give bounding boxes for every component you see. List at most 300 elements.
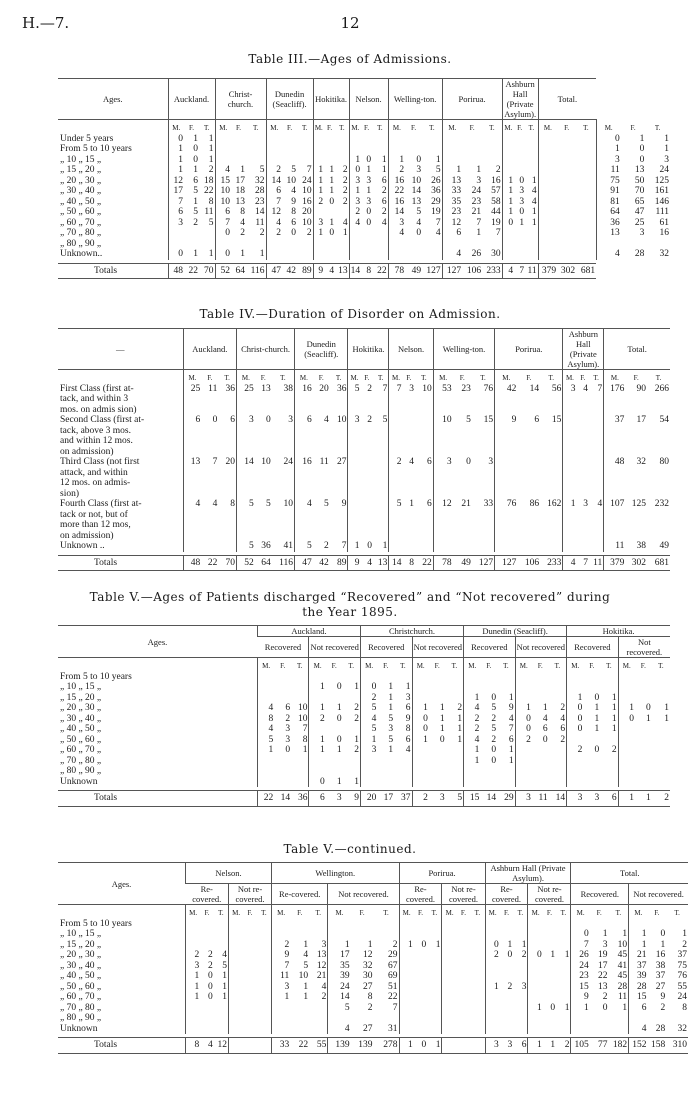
data-cell (246, 144, 266, 155)
data-cell (183, 510, 201, 521)
data-cell (201, 468, 218, 479)
data-cell (538, 134, 557, 145)
data-cell (257, 950, 272, 961)
data-cell (360, 520, 373, 531)
data-cell (349, 249, 361, 260)
column-group-header: Total. (571, 863, 688, 884)
data-cell: 0 (466, 457, 471, 467)
data-cell: 3 (433, 457, 452, 468)
data-cell (540, 447, 563, 458)
total-cell: 3 (485, 1038, 500, 1054)
data-cell (394, 766, 412, 777)
data-cell (647, 919, 666, 930)
table-row (58, 176, 670, 187)
unit-cell: M. (412, 658, 429, 672)
unit-cell: T. (548, 374, 554, 382)
data-cell (576, 239, 596, 250)
data-cell: 1 (381, 154, 387, 165)
data-cell: 3 (349, 197, 361, 208)
data-cell: 2 (354, 703, 360, 713)
data-cell (652, 777, 670, 788)
data-cell: 15 (551, 415, 562, 425)
data-cell (600, 735, 618, 746)
data-cell: 3 (366, 196, 372, 207)
data-cell (309, 766, 326, 777)
data-cell: 45 (617, 971, 628, 981)
data-cell (577, 457, 590, 468)
data-cell (538, 165, 557, 176)
data-cell: 7 (382, 383, 388, 394)
data-cell (201, 478, 218, 489)
total-cell: 2 (556, 1038, 571, 1054)
data-cell: 30 (491, 249, 501, 259)
data-cell: 1 (329, 217, 335, 228)
data-cell: 10 (297, 703, 308, 713)
data-cell: 1 (521, 939, 527, 950)
data-cell: 3 (288, 415, 294, 425)
data-cell: 0 (266, 415, 271, 425)
data-cell (549, 693, 567, 704)
unit-cell: F. (364, 374, 370, 382)
data-cell (282, 249, 297, 260)
data-cell (429, 766, 446, 777)
data-cell (540, 468, 563, 479)
table-row (58, 950, 688, 961)
data-cell (348, 405, 361, 416)
unit-cell: M. (464, 658, 481, 672)
data-cell: 21 (461, 499, 471, 509)
data-cell (470, 1024, 485, 1035)
data-cell: 1 (515, 703, 532, 714)
unit-cell: F. (247, 909, 253, 917)
data-cell: 3 (237, 415, 255, 426)
data-cell (470, 1013, 485, 1024)
data-cell (414, 982, 427, 993)
column-group-header: Ashburn Hall (Private Asylum). (502, 79, 538, 120)
unit-cell: F. (207, 374, 213, 382)
data-cell (577, 447, 590, 458)
data-cell (257, 693, 274, 704)
data-cell (625, 510, 647, 521)
data-cell: 5 (388, 713, 394, 724)
data-cell: 36 (261, 541, 271, 551)
data-cell: 0 (168, 134, 184, 145)
data-cell (577, 394, 590, 405)
data-cell: 70 (634, 186, 645, 196)
unit-cell: T. (615, 909, 622, 917)
data-cell: 12 (442, 218, 462, 229)
data-cell: 0 (567, 714, 584, 725)
data-cell: 45 (617, 950, 628, 960)
totals-row (58, 791, 670, 807)
data-cell (557, 239, 576, 250)
data-cell (500, 919, 513, 930)
data-cell: 1 (531, 217, 537, 228)
data-cell: 2 (208, 165, 214, 175)
unit-row (58, 658, 670, 672)
total-cell: 52 (237, 555, 255, 571)
data-cell: 1 (528, 1003, 543, 1014)
data-cell: 5 (257, 735, 274, 746)
data-cell (237, 394, 255, 405)
data-cell: 2 (388, 165, 405, 176)
data-cell (186, 1024, 201, 1035)
data-cell: 0 (336, 734, 342, 745)
table-row (58, 541, 670, 552)
spacer-cell (58, 370, 183, 384)
data-cell (184, 228, 199, 239)
data-cell (313, 239, 324, 250)
data-cell (625, 489, 647, 500)
data-cell (557, 165, 576, 176)
data-cell (442, 144, 462, 155)
data-cell: 33 (483, 499, 494, 509)
data-cell (295, 405, 313, 416)
unit-cell: T. (429, 124, 435, 132)
data-cell (543, 929, 556, 940)
data-cell: 6 (629, 1003, 648, 1014)
data-cell: 1 (464, 745, 481, 756)
data-cell (525, 249, 538, 260)
data-cell (538, 239, 557, 250)
data-cell: 1 (208, 144, 214, 154)
data-cell: 2 (457, 703, 463, 713)
data-cell: 1 (272, 992, 291, 1003)
data-cell: 0 (491, 745, 497, 755)
data-cell: 7 (508, 724, 514, 734)
data-cell (272, 929, 291, 940)
data-cell (600, 756, 618, 767)
unit-cell: M. (538, 120, 557, 134)
data-cell: 1 (313, 186, 324, 197)
data-cell (348, 436, 361, 447)
data-cell (635, 745, 652, 756)
data-cell: 4 (464, 703, 481, 714)
data-cell (373, 919, 399, 930)
data-cell (422, 144, 442, 155)
data-cell (453, 510, 472, 521)
data-cell: 6 (230, 415, 236, 425)
data-cell (538, 155, 557, 166)
data-cell (532, 756, 549, 767)
data-cell (549, 682, 567, 693)
data-cell: 25 (237, 384, 255, 395)
total-cell: 1 (635, 791, 652, 807)
data-cell (313, 405, 330, 416)
table-row (58, 777, 670, 788)
data-cell: 2 (342, 196, 348, 207)
data-cell (403, 510, 416, 521)
data-cell (348, 489, 361, 500)
data-cell (525, 239, 538, 250)
data-cell (513, 929, 528, 940)
data-cell (540, 531, 563, 542)
data-cell (255, 520, 272, 531)
data-cell: 1 (682, 929, 687, 939)
row-label: „ 15 „ 20 „ (60, 165, 102, 175)
data-cell (360, 468, 373, 479)
data-cell (405, 144, 422, 155)
data-cell: 2 (207, 960, 213, 971)
data-cell: 5 (266, 499, 271, 509)
data-cell: 6 (542, 724, 548, 734)
data-cell: 2 (324, 541, 329, 551)
unit-row (58, 370, 670, 384)
data-cell (625, 468, 647, 479)
data-cell (309, 672, 326, 683)
data-cell: 8 (257, 714, 274, 725)
data-cell: 24 (471, 186, 482, 196)
data-cell: 1 (388, 682, 394, 692)
data-cell (621, 239, 646, 250)
unit-cell: F. (580, 374, 586, 382)
unit-cell: M. (442, 905, 457, 919)
data-cell (373, 510, 389, 521)
unit-cell: T. (261, 909, 267, 917)
data-cell (290, 919, 309, 930)
data-cell (399, 971, 414, 982)
label-header: — (58, 329, 183, 370)
data-cell (414, 1013, 427, 1024)
total-cell: 4 (200, 1038, 213, 1054)
data-cell: 55 (677, 981, 687, 992)
data-cell: 56 (551, 383, 562, 394)
data-cell: 6 (560, 724, 566, 734)
total-cell: 11 (525, 263, 538, 279)
unit-cell: T. (583, 124, 589, 132)
data-cell: 6 (534, 415, 540, 425)
data-cell: 23 (571, 971, 590, 982)
data-cell (571, 1024, 590, 1035)
data-cell: 17 (235, 175, 246, 186)
data-cell (549, 745, 567, 756)
data-cell: 4 (240, 217, 246, 228)
total-cell: 77 (590, 1038, 609, 1054)
total-cell: 0 (414, 1038, 427, 1054)
data-cell: 4 (212, 499, 218, 509)
data-cell (290, 1013, 309, 1024)
data-cell (403, 415, 416, 426)
data-cell: 107 (604, 499, 626, 510)
column-subgroup-header: Not re-covered. (228, 884, 271, 905)
total-cell: 8 (403, 555, 416, 571)
data-cell (237, 489, 255, 500)
data-cell: 13 (261, 383, 271, 394)
data-cell (495, 489, 518, 500)
row-label: attack, and within (60, 467, 128, 478)
data-cell: 22 (388, 992, 398, 1002)
unit-cell: M. (266, 120, 282, 134)
data-cell (214, 940, 229, 951)
data-cell: 0 (367, 541, 372, 551)
data-cell: 7 (266, 197, 282, 208)
data-cell (335, 144, 349, 155)
data-cell (515, 745, 532, 756)
total-cell: 7 (514, 263, 525, 279)
data-cell (567, 756, 584, 767)
data-cell (272, 510, 295, 521)
data-cell: 11 (618, 992, 628, 1002)
data-cell (343, 724, 361, 735)
data-cell (237, 405, 255, 416)
data-cell (442, 992, 457, 1003)
column-subgroup-header: Re-covered. (399, 884, 442, 905)
data-cell: 81 (596, 197, 621, 208)
table-iv-title: Table IV.—Duration of Disorder on Admission. (199, 307, 501, 321)
data-cell (502, 155, 514, 166)
data-cell (647, 468, 670, 479)
data-cell (557, 186, 576, 197)
data-cell (525, 165, 538, 176)
data-cell: 16 (295, 384, 313, 395)
data-cell (403, 468, 416, 479)
table-row (58, 155, 670, 166)
data-cell: 15 (215, 176, 231, 187)
data-cell (343, 672, 361, 683)
column-subgroup-header: Not recovered (309, 637, 361, 658)
total-cell: 3 (583, 791, 600, 807)
data-cell (403, 531, 416, 542)
data-cell (576, 218, 596, 229)
data-cell: 7 (571, 940, 590, 951)
data-cell: 3 (321, 939, 327, 950)
unit-cell: M. (528, 905, 543, 919)
data-cell: 2 (464, 714, 481, 725)
data-cell (652, 672, 670, 683)
data-cell (495, 531, 518, 542)
data-cell (563, 520, 577, 531)
unit-cell: F. (417, 909, 424, 917)
data-cell: 266 (654, 383, 669, 394)
data-cell: 1 (354, 734, 360, 745)
data-cell (502, 249, 514, 260)
row-label: „ 30 „ 40 „ (60, 960, 102, 971)
data-cell (403, 426, 416, 437)
data-cell: 4 (303, 950, 309, 960)
data-cell (313, 510, 330, 521)
data-cell (517, 394, 540, 405)
data-cell: 13 (634, 165, 645, 175)
total-cell: 47 (266, 263, 282, 279)
unit-cell: M. (309, 658, 326, 672)
total-cell: 37 (394, 791, 412, 807)
data-cell (330, 436, 348, 447)
data-cell: 38 (655, 960, 666, 971)
data-cell (446, 745, 464, 756)
data-cell (470, 971, 485, 982)
data-cell (557, 134, 576, 145)
table-row (58, 703, 670, 714)
data-cell: 36 (225, 383, 236, 394)
table-v-continued (58, 862, 688, 1054)
data-cell: 232 (654, 499, 669, 509)
data-cell: 3 (602, 939, 608, 950)
data-cell (442, 961, 457, 972)
data-cell: 23 (471, 196, 482, 207)
data-cell: 0 (639, 154, 645, 165)
data-cell (335, 207, 349, 218)
table-row (58, 468, 670, 479)
data-cell (201, 489, 218, 500)
data-cell (652, 745, 670, 756)
table-iii-title: Table III.—Ages of Admissions. (248, 52, 452, 66)
data-cell: 28 (617, 981, 628, 992)
data-cell (361, 777, 378, 788)
data-cell (502, 144, 514, 155)
unit-cell: T. (593, 374, 599, 382)
data-cell (517, 489, 540, 500)
data-cell (532, 766, 549, 777)
data-cell (228, 1024, 243, 1035)
column-group-header: Hokitika. (348, 329, 389, 370)
data-cell: 0 (309, 777, 326, 788)
data-cell (412, 672, 429, 683)
unit-cell: M. (257, 658, 274, 672)
row-label: „ 70 „ 80 „ (60, 228, 102, 238)
data-cell (514, 134, 525, 145)
data-cell: 0 (567, 724, 584, 735)
column-group-header: Hokitika. (313, 79, 349, 120)
data-cell (625, 478, 647, 489)
total-cell: 14 (480, 791, 497, 807)
data-cell (618, 766, 635, 777)
data-cell: 1 (381, 165, 387, 175)
data-cell (647, 436, 670, 447)
data-cell (576, 228, 596, 239)
data-cell (666, 1013, 688, 1024)
data-cell (563, 436, 577, 447)
table-row (58, 207, 670, 218)
table-row (58, 239, 670, 250)
unit-cell: T. (517, 909, 524, 917)
data-cell: 4 (257, 724, 274, 735)
row-label: From 5 to 10 years (60, 918, 132, 929)
data-cell (215, 239, 231, 250)
data-cell (291, 766, 309, 777)
data-cell (372, 134, 388, 145)
data-cell (330, 478, 348, 489)
data-cell: 3 (405, 692, 411, 703)
data-cell (514, 228, 525, 239)
data-cell (415, 415, 433, 426)
total-cell: 9 (343, 791, 361, 807)
row-label: „ 10 „ 15 „ (60, 682, 102, 692)
data-cell: 1 (622, 929, 628, 939)
table-row (58, 218, 670, 229)
total-cell: 17 (377, 791, 394, 807)
data-cell (412, 756, 429, 767)
data-cell (415, 426, 433, 437)
data-cell (514, 239, 525, 250)
total-cell: 6 (600, 791, 618, 807)
data-cell (589, 405, 604, 416)
data-cell (313, 394, 330, 405)
data-cell (415, 489, 433, 500)
unit-cell: M. (629, 905, 648, 919)
data-cell (577, 405, 590, 416)
data-cell: 69 (388, 971, 398, 981)
data-cell: 4 (531, 196, 537, 207)
data-cell: 18 (235, 186, 246, 196)
data-cell (218, 405, 236, 416)
data-cell (462, 144, 482, 155)
data-cell (604, 405, 626, 416)
total-cell: 2 (412, 791, 429, 807)
data-cell (330, 405, 348, 416)
unit-cell: T. (204, 124, 210, 132)
unit-cell: T. (489, 124, 495, 132)
label-header: Ages. (58, 626, 257, 658)
